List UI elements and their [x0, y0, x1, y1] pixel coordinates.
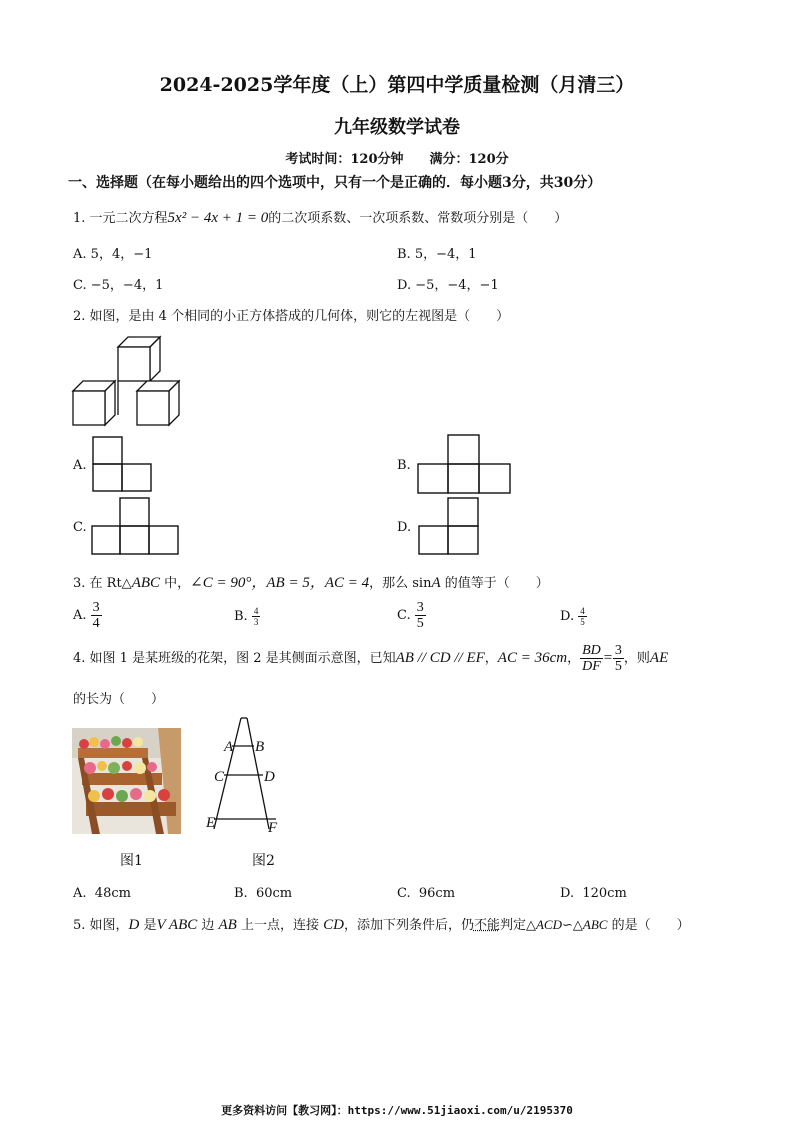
- question-2: 2. 如图，是由 4 个相同的小正方体搭成的几何体，则它的左视图是（ ）: [73, 309, 510, 324]
- q1-prefix: 1. 一元二次方程: [73, 211, 168, 226]
- fig2-label-a: A: [224, 739, 234, 755]
- q1-option-d[interactable]: D. −5，−4，−1: [397, 278, 499, 293]
- footer-link[interactable]: 更多资料访问【教习网】：https://www.51jiaoxi.com/u/2195370: [221, 1104, 573, 1117]
- q4-option-d[interactable]: D. 120cm: [560, 886, 627, 901]
- fig2-label-e: E: [206, 815, 216, 831]
- q4-option-b[interactable]: B. 60cm: [234, 886, 293, 901]
- q5-emphasis: 不能: [473, 918, 500, 933]
- q1-suffix: 的二次项系数、一次项系数、常数项分别是（ ）: [268, 211, 568, 226]
- q3-option-a[interactable]: A. $\frac{3}{4}$: [73, 600, 100, 631]
- q2-option-a-figure[interactable]: [92, 436, 152, 492]
- question-5: 5. 如图，D 是V ABC 边 AB 上一点，连接 CD，添加下列条件后，仍不能判定△ACD∽△ABC 的是（ ）: [73, 917, 690, 933]
- fig2-label-b: B: [255, 739, 265, 755]
- fig2-label-d: D: [264, 769, 275, 785]
- q2-option-a[interactable]: A.: [73, 458, 87, 473]
- question-3: 3. 在 Rt△ABC 中，∠C = 90°，AB = 5，AC = 4，那么 sinA 的值等于（ ）: [73, 575, 549, 591]
- exam-subtitle: 九年级数学试卷: [334, 117, 460, 138]
- q2-option-b[interactable]: B.: [397, 458, 411, 473]
- fig1-caption: 图1: [120, 853, 143, 869]
- flower-rack-photo: [72, 728, 181, 834]
- q2-option-c-figure[interactable]: [91, 497, 179, 555]
- q2-option-d[interactable]: D.: [397, 520, 412, 535]
- q2-option-b-figure[interactable]: [417, 434, 512, 494]
- q4-option-c[interactable]: C. 96cm: [397, 886, 456, 901]
- exam-title: 2024-2025学年度（上）第四中学质量检测（月清三）: [159, 74, 635, 96]
- q1-option-c[interactable]: C. −5，−4，1: [73, 278, 164, 293]
- q3-option-b[interactable]: B. $\frac{4}{3}$: [234, 606, 259, 627]
- fig2-label-f: F: [268, 820, 278, 836]
- q1-option-b[interactable]: B. 5，−4，1: [397, 247, 477, 262]
- question-4-line2: 的长为（ ）: [73, 692, 165, 707]
- question-1: [73, 207, 567, 227]
- q2-option-d-figure[interactable]: [418, 497, 480, 555]
- fig2-diagram: [205, 715, 285, 835]
- q1-equation: 5x² − 4x + 1 = 0: [167, 210, 269, 226]
- q1-option-a[interactable]: A. 5，4，−1: [73, 247, 153, 262]
- q3-option-c[interactable]: C. $\frac{3}{5}$: [397, 600, 424, 631]
- fig2-label-c: C: [214, 769, 225, 785]
- q3-option-d[interactable]: D. $\frac{4}{5}$: [560, 606, 585, 627]
- q2-cube-figure: [70, 335, 190, 430]
- q2-option-c[interactable]: C.: [73, 520, 87, 535]
- q4-option-a[interactable]: A. 48cm: [73, 886, 131, 901]
- fig2-caption: 图2: [252, 853, 275, 869]
- question-4: 4. 如图 1 是某班级的花架，图 2 是其侧面示意图，已知AB // CD // EF，AC = 36cm， $\frac{BD}{DF}$ = $\frac{3}{5}$ ，则AE: [73, 643, 669, 674]
- exam-info: 考试时间：120分钟 满分：120分: [285, 152, 509, 167]
- section-heading: 一、选择题（在每小题给出的四个选项中，只有一个是正确的．每小题3分，共30分）: [68, 175, 602, 191]
